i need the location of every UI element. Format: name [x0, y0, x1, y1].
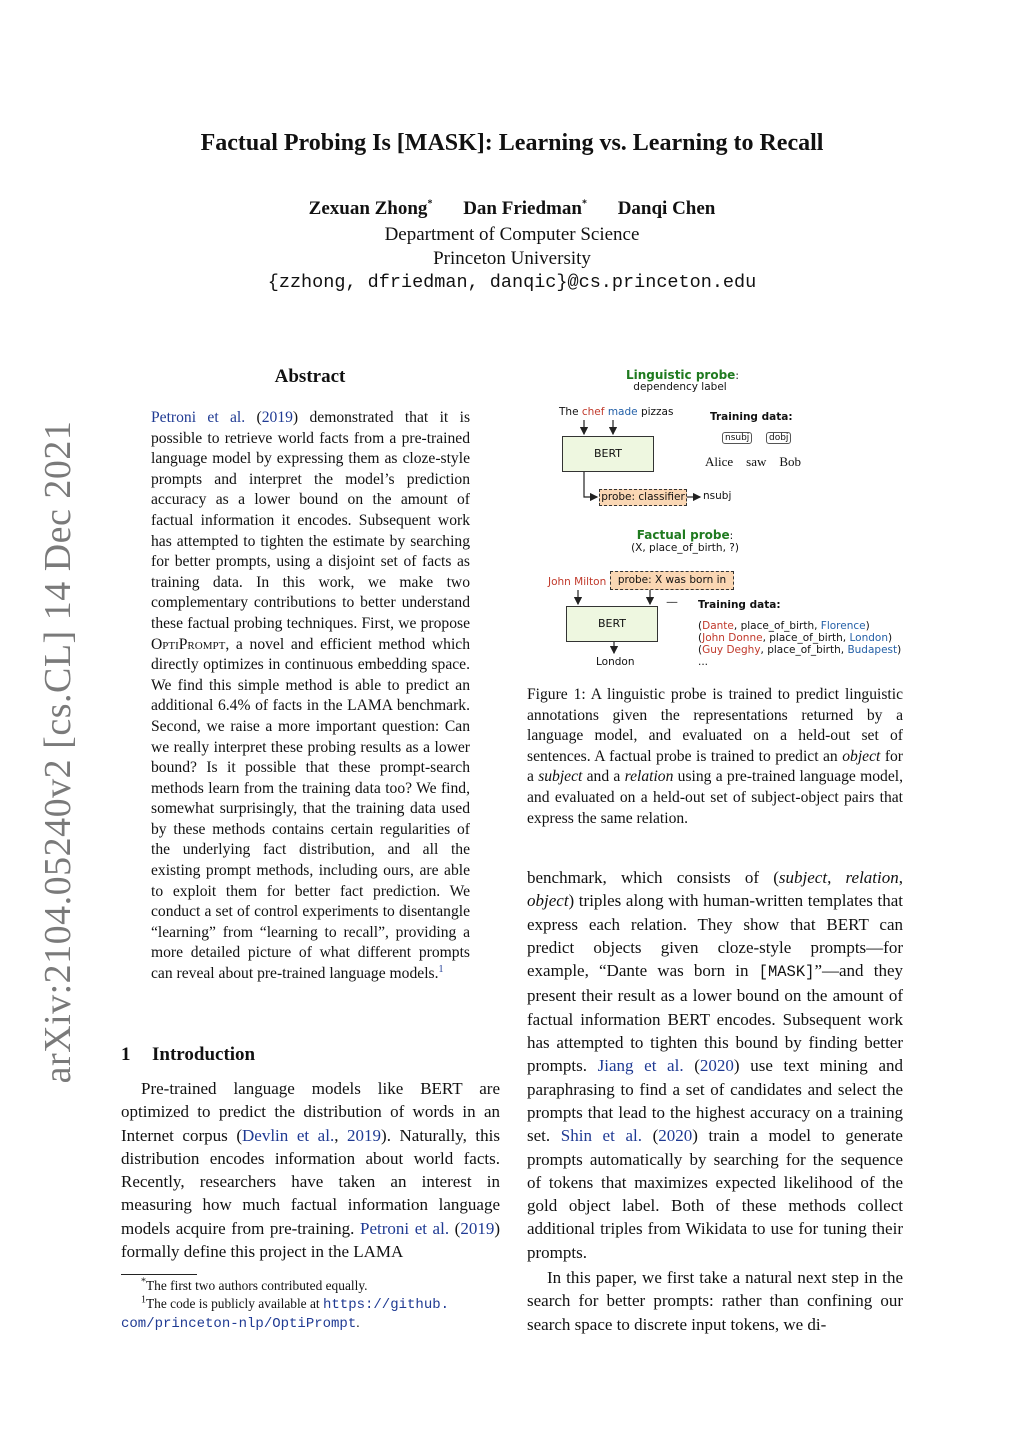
fact-triple: (Guy Deghy, place_of_birth, Budapest): [698, 644, 902, 656]
body-emph: object: [527, 891, 569, 911]
probe-title-text: Linguistic probe: [626, 368, 736, 382]
fact-relation: place_of_birth: [769, 632, 843, 644]
right-column-body: [527, 866, 903, 1336]
factual-probe-title: [630, 528, 740, 542]
author-name: Zexuan Zhong: [308, 198, 428, 219]
training-sentence: [705, 454, 801, 470]
footnote-divider: [121, 1274, 197, 1275]
intro-text: Pre-trained language models like BERT are optimized to predict the distribution of words in an Internet corpus (: [121, 1079, 500, 1145]
bert-box-factual: BERT: [566, 606, 658, 642]
body-text: ) triples along with human-written templates that express each relation. They show that BERT can predict objects given cloze-style prompts—for example, “Dante was born in: [527, 891, 903, 981]
fact-object: Budapest: [847, 644, 898, 656]
input-sentence: [559, 406, 673, 418]
fact-triple: (Dante, place_of_birth, Florence): [698, 620, 870, 632]
citation-year-link[interactable]: 2019: [460, 1218, 495, 1238]
url-part: com/princeton-nlp/OptiPrompt: [121, 1316, 357, 1332]
linguistic-probe-title: [626, 368, 739, 382]
body-text: use text mining and paraphrasing to find a set of candidates and select the prompts that lead to the highest accuracy on a training set.: [527, 1056, 903, 1146]
citation-year-link[interactable]: 2020: [699, 1056, 734, 1076]
dep-label-dobj: [766, 431, 791, 443]
citation-link[interactable]: Jiang et al.: [597, 1056, 684, 1076]
footnote-link[interactable]: 1: [438, 963, 444, 975]
author-emails: {zzhong, dfriedman, danqic}@cs.princeton.edu: [267, 272, 757, 293]
paper-title: Factual Probing Is [MASK]: Learning vs. Learning to Recall: [200, 130, 824, 156]
footnote-text: The first two authors contributed equally.: [146, 1278, 368, 1293]
dep-tag: nsubj: [722, 432, 752, 444]
footnote-1: [121, 1277, 501, 1295]
body-emph: subject: [778, 868, 828, 887]
section-title: Introduction: [152, 1044, 256, 1065]
footnote-mark: 1: [141, 1294, 146, 1306]
fact-ellipsis: ...: [698, 656, 709, 668]
body-text: benchmark, which consists of (: [527, 868, 779, 887]
section-number: 1: [121, 1044, 131, 1065]
arxiv-identifier: arXiv:2104.05240v2 [cs.CL] 14 Dec 2021: [37, 420, 79, 1084]
fact-subject: John Donne: [702, 632, 763, 644]
caption-text: using a pre-trained language model, and evaluated on a held-out set of subject-object pairs that express the same relation.: [527, 768, 903, 827]
citation-year-link[interactable]: 2019: [261, 409, 293, 426]
citation-year-link[interactable]: 2019: [347, 1125, 382, 1145]
fact-subject: Guy Deghy: [702, 644, 761, 656]
caption-text: and a: [586, 768, 621, 786]
body-text: In this paper, we first take a natural next step in the search for better prompts: rather than confining our search space to discrete input tokens, we di-: [527, 1268, 903, 1334]
caption-emph: relation: [624, 768, 674, 786]
intro-text: ). Naturally, this distribution encodes information about world facts. Recently, researchers have taken an interest in measuring how much factual information language models acquire from pre-training.: [121, 1125, 500, 1238]
abstract-text: demonstrated that it is possible to retrieve world facts from a pre-trained language model by expressing them as cloze-style prompts and interpret the model’s prediction accuracy as a lower bound on the amount of factual information it encodes. Subsequent work has attempted to tighten the estimate by searching for better prompts, using a disjoint set of facts as training data. In this work, we make two complementary contributions to better understand these factual probing techniques. First, we propose: [151, 409, 471, 632]
word: pizzas: [640, 406, 674, 418]
training-data-text: Training data: [710, 411, 789, 423]
caption-text: for a: [527, 747, 903, 786]
output-label-london: London: [596, 656, 635, 668]
output-label-nsubj: nsubj: [703, 490, 732, 502]
paragraph: benchmark, which consists of (subject, relation, object) triples along with human-written templates that express each relation. They show that BERT can predict objects given cloze-style prompts—for example, “Dante was born in [MASK]”—and they present their result as a lower bound on the amount of factual information BERT encodes. Subsequent work has attempted to tighten this bound by finding better prompts. Jiang et al. (2020) use text mining and paraphrasing to find a set of candidates and select the prompts that lead to the highest accuracy on a training set. Shin et al. (2020) train a model to generate prompts automatically by searching for the sequence of tokens that maximizes expected likelihood of the gold object label. Both of these methods collect additional triples from Wikidata to use for tuning their prompts.: [527, 868, 903, 1262]
word-made: made: [607, 406, 638, 418]
affiliation-department: Department of Computer Science: [384, 224, 640, 245]
probe-title-text: Factual probe: [636, 528, 730, 542]
caption-text: Figure 1: A linguistic probe is trained to predict linguistic annotations given the representations returned by a language model, and evaluated on a held-out set of sentences. A factual probe is trained to predict an: [527, 686, 903, 765]
author-name: Danqi Chen: [617, 198, 716, 219]
affiliation-university: Princeton University: [433, 248, 591, 269]
training-data-label: Training data:: [710, 411, 793, 423]
body-text: ”—and they present their result as a lower bound on the amount of factual information BERT encodes. Subsequent work has attempted to tighten this bound by finding better prompts.: [527, 961, 903, 1076]
intro-text: formally define this project in the LAMA: [121, 1242, 404, 1262]
caption-emph: object: [842, 747, 881, 765]
bert-box-linguistic: BERT: [562, 436, 654, 472]
fact-object: London: [849, 632, 888, 644]
training-data-text: Training data: [698, 599, 777, 611]
abstract-heading: Abstract: [274, 366, 346, 387]
author-name: Dan Friedman: [463, 198, 582, 219]
section-heading: [121, 1044, 255, 1066]
factual-probe-subtitle: (X, place_of_birth, ?): [631, 542, 739, 554]
token: Alice: [705, 454, 734, 469]
author-mark: *: [427, 198, 433, 210]
probe-template-box: probe: X was born in __: [610, 571, 734, 590]
footnote-2: [121, 1295, 501, 1333]
caption-emph: subject: [538, 768, 583, 786]
fact-subject: Dante: [702, 620, 734, 632]
fact-relation: place_of_birth: [740, 620, 815, 632]
author-list: [0, 198, 1024, 220]
abstract-text: , a novel and efficient method which directly optimizes in continuous embedding space. We find this simple method is able to predict an additional 6.4% of facts in the LAMA benchmark. Second, we raise a more important question: Can we really interpret these probing results as a lower bound? Is it possible that these prompt-search methods learn from the training data too? We find, somewhat surprisingly, that the training data used by these methods contains certain regularities of the underlying fact distribution, and all the existing prompt methods, including ours, are able to exploit them for better fact prediction. We conduct a set of control experiments to disentangle “learning” from “learning to recall”, providing a more detailed picture of what different prompts can reveal about pre-trained language models.: [151, 635, 470, 983]
abstract-body: Petroni et al. (2019) demonstrated that it is possible to retrieve world facts from a pre-trained language model by expressing them as cloze-style prompts and interpret the model’s prediction accuracy as a lower bound on the amount of factual information it encodes. Subsequent work has attempted to tighten the estimate by searching for better prompts, using a disjoint set of facts as training data. In this work, we make two complementary contributions to better understand these factual probing techniques. First, we propose OptiPrompt, a novel and efficient method which directly optimizes in continuous embedding space. We find this simple method is able to predict an additional 6.4% of facts in the LAMA benchmark. Second, we raise a more important question: Can we really interpret these probing results as a lower bound? Is it possible that these prompt-search methods learn from the training data too? We find, somewhat surprisingly, that the training data used by these methods contains certain regularities of the underlying fact distribution, and all the existing prompt methods, including ours, are able to exploit them for better fact prediction. We conduct a set of control experiments to disentangle “learning” from “learning to recall”, providing a more detailed picture of what different prompts can reveal about pre-trained language models.$^1$: [151, 409, 471, 983]
token: Bob: [779, 454, 802, 469]
dep-label-nsubj: [722, 431, 752, 443]
citation-year-link[interactable]: 2020: [658, 1126, 693, 1146]
fact-triple: (John Donne, place_of_birth, London): [698, 632, 893, 644]
body-text: train a model to generate prompts automatically by searching for the sequence of tokens that maximizes expected likelihood of the gold object label. Both of these methods collect additional triples from Wikidata to use for tuning their prompts.: [527, 1126, 903, 1262]
fact-object: Florence: [820, 620, 866, 632]
citation-link[interactable]: Devlin et al.: [242, 1125, 335, 1145]
mask-token: [MASK]: [758, 963, 815, 982]
footnote-mark: *: [141, 1276, 146, 1288]
paragraph: [527, 1266, 903, 1336]
footnote-text: .: [356, 1315, 360, 1330]
method-name: OptiPrompt: [151, 635, 226, 653]
probe-classifier-box: probe: classifier: [599, 489, 687, 506]
dep-tag: dobj: [766, 432, 791, 444]
citation-link[interactable]: Petroni et al.: [360, 1218, 450, 1238]
author-mark: *: [581, 198, 587, 210]
body-emph: relation: [845, 868, 899, 887]
intro-paragraph: Pre-trained language models like BERT are optimized to predict the distribution of words in an Internet corpus (Devlin et al., 2019). Naturally, this distribution encodes information about world facts. Recently, researchers have taken an interest in measuring how much factual information language models acquire from pre-training. Petroni et al. (2019) formally define this project in the LAMA: [121, 1079, 500, 1262]
word: The: [559, 406, 579, 418]
probe-title-colon: :: [729, 530, 734, 542]
probe-title-colon: :: [735, 370, 739, 382]
citation-link[interactable]: Petroni et al.: [151, 409, 246, 426]
figure-caption: [527, 685, 903, 829]
url-part: https://github.: [323, 1297, 450, 1313]
fact-relation: place_of_birth: [767, 644, 841, 656]
subject-john-milton: John Milton: [548, 576, 607, 588]
linguistic-probe-subtitle: dependency label: [633, 381, 727, 393]
citation-link[interactable]: Shin et al.: [560, 1126, 642, 1146]
figure-1: [520, 360, 910, 680]
word-chef: chef: [581, 406, 605, 418]
footnote-text: The code is publicly available at: [146, 1296, 320, 1311]
token: saw: [746, 454, 767, 469]
training-data-label: Training data:: [698, 599, 781, 611]
